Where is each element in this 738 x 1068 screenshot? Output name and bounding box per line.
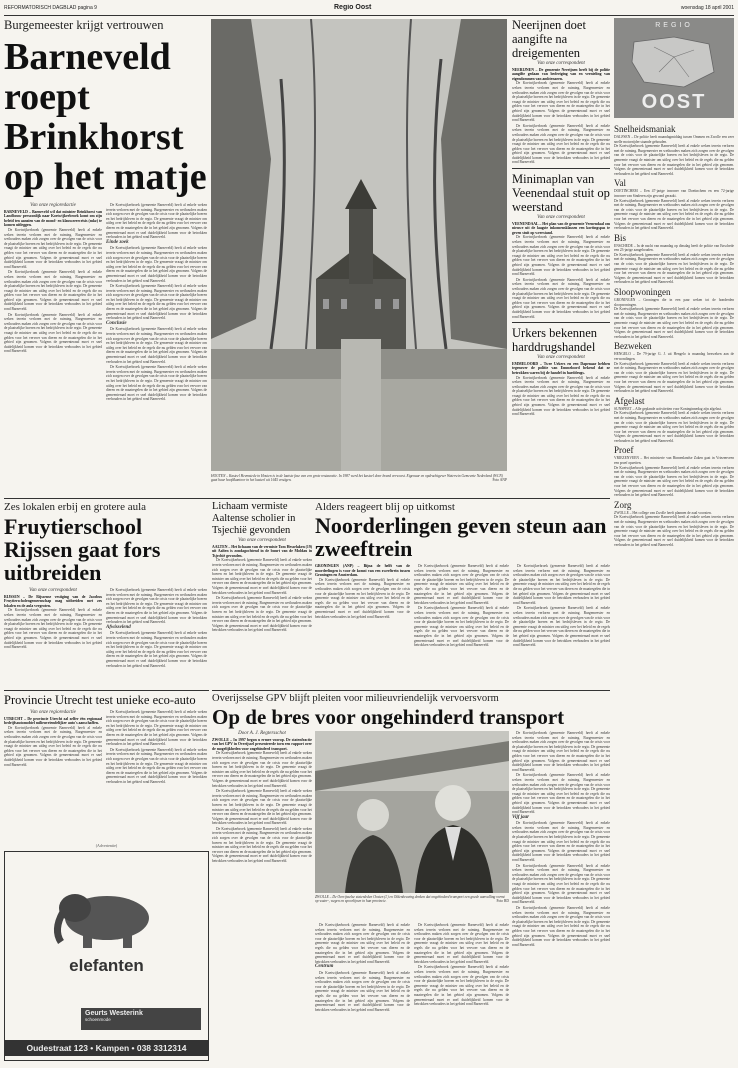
main-body-3: De Koetwijkerbroek (gemeente Barneveld) heeft al enkele weken terrein verloren met de ruiming. Burgemeester en wethouders maken zich zorgen over de gevolgen van de crisis voor de plaatselijke boeren en het bedrijfsleven in de regio. De gemeente vraagt de minister om uitleg over het beleid en de regels die nu gelden voor het vervoer van dieren en de maatregelen die in het gebied zijn genomen. Volgens de gemeenteraad moet er snel duidelijkheid komen voor de betrokken veehouders in het gebied rond Barneveld. (4, 312, 102, 354)
map-icon (614, 32, 734, 92)
sidebar-item (614, 341, 734, 393)
sidebar-item-text: HENGELO – De 79-jarige G. J. uit Hengelo is maandag bezweken aan de verwondingen. (614, 352, 734, 361)
minimaplan-body-2: De Koetwijkerbroek (gemeente Barneveld) heeft al enkele weken terrein verloren met de ruiming. Burgemeester en wethouders maken zich zorgen over de gevolgen van de crisis voor de plaatselijke boeren en het bedrijfsleven in de regio. De gemeente vraagt de minister om uitleg over het beleid en de regels die nu gelden voor het vervoer van dieren en de maatregelen die in het gebied zijn genomen. Volgens de gemeenteraad moet er snel duidelijkheid komen voor de betrokken veehouders in het gebied rond Barneveld. (512, 277, 610, 319)
sidebar-item-title: Afgelast (614, 395, 645, 406)
fruytier-col-2 (106, 588, 207, 669)
sidebar-item-title: Bezweken (614, 341, 652, 352)
regio-oost-banner (614, 18, 734, 118)
gpv-article (212, 693, 610, 1063)
gpv-caption (315, 895, 509, 904)
gpv-col-2 (315, 923, 410, 1013)
gpv-rule (212, 690, 610, 691)
header-rule (4, 15, 734, 16)
header-date: woensdag 18 april 2001 (680, 5, 734, 11)
main-intertitle-1: Einde zoek (106, 239, 129, 245)
castle-caption (211, 474, 507, 496)
sidebar-item (614, 445, 734, 497)
main-body-1: De Koetwijkerbroek (gemeente Barneveld) heeft al enkele weken terrein verloren met de ruiming. Burgemeester en wethouders maken zich zorgen over de gevolgen van de crisis voor de plaatselijke boeren en het bedrijfsleven in de regio. De gemeente vraagt de minister om uitleg over het beleid en de regels die nu gelden voor het vervoer van dieren en de maatregelen die in het gebied zijn genomen. Volgens de gemeenteraad moet er snel duidelijkheid komen voor de betrokken veehouders in het gebied rond Barneveld. (4, 227, 102, 269)
gpv-caption-credit: Foto RD (496, 899, 509, 904)
gpv-body-10: De Koetwijkerbroek (gemeente Barneveld) heeft al enkele weken terrein verloren met de ruiming. Burgemeester en wethouders maken zich zorgen over de gevolgen van de crisis voor de plaatselijke boeren en het bedrijfsleven in de regio. De gemeente vraagt de minister om uitleg over het beleid en de regels die nu gelden voor het vervoer van dieren en de maatregelen die in het gebied zijn genomen. Volgens de gemeenteraad moet er snel duidelijkheid komen voor de betrokken veehouders in het gebied rond Barneveld. (512, 821, 610, 863)
gpv-lead: ZWOLLE – In 1997 begon u ermee voorop. De statenfractie van het GPV in Overijssel presenteerde toen een rapport over de mogelijkheden voor ongehinderd transport. (212, 737, 312, 751)
sidebar-item (614, 396, 734, 444)
neerijnen-headline: Neerijnen doet aangifte na dreigementen (512, 18, 586, 60)
fruytier-byline: Van onze correspondent (29, 588, 77, 593)
provincie-lead: UTRECHT – De provincie Utrecht zal zelfer één regionaal bedrijfsautomobiel milieuvriendelijker auto's aanschaffen. (4, 716, 102, 726)
gpv-body-5: De Koetwijkerbroek (gemeente Barneveld) heeft al enkele weken terrein verloren met de ruiming. Burgemeester en wethouders maken zich zorgen over de gevolgen van de crisis voor de plaatselijke boeren en het bedrijfsleven in de regio. De gemeente vraagt de minister om uitleg over het beleid en de regels die nu gelden voor het vervoer van dieren en de maatregelen die in het gebied zijn genomen. Volgens de gemeenteraad moet er snel duidelijkheid komen voor de betrokken veehouders in het gebied rond Barneveld. (315, 970, 410, 1012)
sidebar-item-title: Val (614, 178, 626, 189)
right-news-column (512, 18, 610, 496)
sidebar-item (614, 178, 734, 230)
gpv-col-1 (212, 731, 312, 865)
alders-kicker: Alders reageert blij op uitkomst (315, 501, 455, 513)
sidebar-item (614, 233, 734, 285)
main-body-2: De Koetwijkerbroek (gemeente Barneveld) heeft al enkele weken terrein verloren met de ruiming. Burgemeester en wethouders maken zich zorgen over de gevolgen van de crisis voor de plaatselijke boeren en het bedrijfsleven in de regio. De gemeente vraagt de minister om uitleg over het beleid en de regels die nu gelden voor het vervoer van dieren en de maatregelen die in het gebied zijn genomen. Volgens de gemeenteraad moet er snel duidelijkheid komen voor de betrokken veehouders in het gebied rond Barneveld. (4, 270, 102, 312)
ad-shop: Geurts Westerink (85, 1010, 143, 1017)
neerijnen-body-1: De Koetwijkerbroek (gemeente Barneveld) heeft al enkele weken terrein verloren met de ruiming. Burgemeester en wethouders maken zich zorgen over de gevolgen van de crisis voor de plaatselijke boeren en het bedrijfsleven in de regio. De gemeente vraagt de minister om uitleg over het beleid en de regels die nu gelden voor het vervoer van dieren en de maatregelen die in het gebied zijn genomen. Volgens de gemeenteraad moet er snel duidelijkheid komen voor de betrokken veehouders in het gebied rond Barneveld. (512, 81, 610, 123)
header-newspaper: REFORMATORISCH DAGBLAD pagina 9 (4, 5, 97, 11)
header-section: Regio Oost (334, 4, 372, 11)
gpv-body-3: De Koetwijkerbroek (gemeente Barneveld) heeft al enkele weken terrein verloren met de ruiming. Burgemeester en wethouders maken zich zorgen over de gevolgen van de crisis voor de plaatselijke boeren en het bedrijfsleven in de regio. De gemeente vraagt de minister om uitleg over het beleid en de regels die nu gelden voor het vervoer van dieren en de maatregelen die in het gebied zijn genomen. Volgens de gemeenteraad moet er snel duidelijkheid komen voor de betrokken veehouders in het gebied rond Barneveld. (212, 826, 312, 864)
neerijnen-body-2: De Koetwijkerbroek (gemeente Barneveld) heeft al enkele weken terrein verloren met de ruiming. Burgemeester en wethouders maken zich zorgen over de gevolgen van de crisis voor de plaatselijke boeren en het bedrijfsleven in de regio. De gemeente vraagt de minister om uitleg over het beleid en de regels die nu gelden voor het vervoer van dieren en de maatregelen die in het gebied zijn genomen. Volgens de gemeenteraad moet er snel duidelijkheid komen voor de betrokken veehouders in het gebied rond Barneveld. (512, 123, 610, 165)
lower-rule-left (4, 690, 209, 691)
lichaam-byline: Van onze correspondent (238, 538, 286, 543)
lichaam-headline: Lichaam vermiste Aaltense scholier in Tsjechië gevonden (212, 501, 296, 536)
main-lead: BARNEVELD – Barneveld wil dat minister Brinkhorst van Landbouw persoonlijk naar Koetwijkerbroek komt om zijn beleid ten aanzien van de mond- en klauwzeercrisis (mkz) te komen uitleggen. (4, 209, 102, 228)
alders-lead: GRONINGEN (ANP) – Bijna de helft van de noorderlingen is voor de komst van een zweeftrein tussen Groningen en Amsterdam. (315, 564, 410, 578)
right-rule-2 (512, 322, 610, 323)
right-rule-1 (512, 168, 610, 169)
fruytier-intertitle: Afwisselend (106, 624, 131, 630)
gpv-intertitle-2: Vijf jaar (512, 814, 530, 820)
sidebar-item-body: De Koetwijkerbroek (gemeente Barneveld) heeft al enkele weken terrein verloren met de ruiming. Burgemeester en wethouders maken zich zorgen over de gevolgen van de crisis voor de plaatselijke boeren en het bedrijfsleven in de regio. De gemeente vraagt de minister om uitleg over het beleid en de regels die nu gelden voor het vervoer van dieren en de maatregelen die in het gebied zijn genomen. Volgens de gemeenteraad moet er snel duidelijkheid komen voor de betrokken veehouders in het gebied rond Barneveld. (614, 361, 734, 394)
alders-body-1: De Koetwijkerbroek (gemeente Barneveld) heeft al enkele weken terrein verloren met de ruiming. Burgemeester en wethouders maken zich zorgen over de gevolgen van de crisis voor de plaatselijke boeren en het bedrijfsleven in de regio. De gemeente vraagt de minister om uitleg over het beleid en de regels die nu gelden voor het vervoer van dieren en de maatregelen die in het gebied zijn genomen. Volgens de gemeenteraad moet er snel duidelijkheid komen voor de betrokken veehouders in het gebied rond Barneveld. (315, 577, 410, 619)
alders-headline: Noorderlingen geven steun aan zweeftrein (315, 513, 607, 561)
sidebar-item-body: De Koetwijkerbroek (gemeente Barneveld) heeft al enkele weken terrein verloren met de ruiming. Burgemeester en wethouders maken zich zorgen over de gevolgen van de crisis voor de plaatselijke boeren en het bedrijfsleven in de regio. De gemeente vraagt de minister om uitleg over het beleid en de regels die nu gelden voor het vervoer van dieren en de maatregelen die in het gebied zijn genomen. Volgens de gemeenteraad moet er snel duidelijkheid komen voor de betrokken veehouders in het gebied rond Barneveld. (614, 465, 734, 498)
fruytier-body-1: De Koetwijkerbroek (gemeente Barneveld) heeft al enkele weken terrein verloren met de ruiming. Burgemeester en wethouders maken zich zorgen over de gevolgen van de crisis voor de plaatselijke boeren en het bedrijfsleven in de regio. De gemeente vraagt de minister om uitleg over het beleid en de regels die nu gelden voor het vervoer van dieren en de maatregelen die in het gebied zijn genomen. Volgens de gemeenteraad moet er snel duidelijkheid komen voor de betrokken veehouders in het gebied rond Barneveld. (4, 608, 102, 650)
gpv-headline: Op de bres voor ongehinderd transport (212, 705, 565, 729)
minimaplan-lead: VEENENDAAL – Het plan van de gemeente Veenendaal om nieuwe uit de laagste inkomensklassen een kortingspas te geven stuit op weerstand. (512, 221, 610, 235)
castle-illustration (211, 19, 507, 471)
sidebar-item-title: Proef (614, 445, 634, 456)
sidebar-item-body: De Koetwijkerbroek (gemeente Barneveld) heeft al enkele weken terrein verloren met de ruiming. Burgemeester en wethouders maken zich zorgen over de gevolgen van de crisis voor de plaatselijke boeren en het bedrijfsleven in de regio. De gemeente vraagt de minister om uitleg over het beleid en de regels die nu gelden voor het vervoer van dieren en de maatregelen die in het gebied zijn genomen. Volgens de gemeenteraad moet er snel duidelijkheid komen voor de betrokken veehouders in het gebied rond Barneveld. (614, 411, 734, 443)
sidebar-item (614, 124, 734, 176)
fruytier-body-3: De Koetwijkerbroek (gemeente Barneveld) heeft al enkele weken terrein verloren met de ruiming. Burgemeester en wethouders maken zich zorgen over de gevolgen van de crisis voor de plaatselijke boeren en het bedrijfsleven in de regio. De gemeente vraagt de minister om uitleg over het beleid en de regels die nu gelden voor het vervoer van dieren en de maatregelen die in het gebied zijn genomen. Volgens de gemeenteraad moet er snel duidelijkheid komen voor de betrokken veehouders in het gebied rond Barneveld. (106, 631, 207, 668)
sidebar-item-title: Snelheidsmaniak (614, 124, 676, 134)
neerijnen-lead: NEERIJNEN – De gemeente Neerijnen heeft bij de politie aangifte gedaan van bedreiging van en vernieling van eigendommen van ambtenaren. (512, 67, 610, 81)
sidebar-item-text: GRONINGEN – Groningen die in een paar weken tot de honderden sloopwoningen. (614, 298, 734, 307)
sidebar-item-text: SUNSPEET – Alle geplande activiteiten voor Koninginnedag zijn afgelast. (614, 406, 722, 411)
alders-col-3 (513, 564, 610, 649)
castle-caption-credit: Foto ANP (492, 478, 507, 483)
neerijnen-article (512, 62, 610, 165)
fruytier-headline: Fruytierschool Rijssen gaat fors uitbreiden (4, 514, 161, 585)
banner-top-label: REGIO (655, 22, 693, 29)
provincie-col-2 (106, 710, 207, 786)
main-intertitle-2: Conclusie (106, 320, 127, 326)
sidebar-item (614, 500, 734, 548)
lichaam-body-1: De Koetwijkerbroek (gemeente Barneveld) heeft al enkele weken terrein verloren met de ruiming. Burgemeester en wethouders maken zich zorgen over de gevolgen van de crisis voor de plaatselijke boeren en het bedrijfsleven in de regio. De gemeente vraagt de minister om uitleg over het beleid en de regels die nu gelden voor het vervoer van dieren en de maatregelen die in het gebied zijn genomen. Volgens de gemeenteraad moet er snel duidelijkheid komen voor de betrokken veehouders in het gebied rond Barneveld. (212, 558, 312, 595)
provincie-headline: Provincie Utrecht test unieke eco-auto (4, 693, 196, 707)
elephant-icon (47, 880, 167, 950)
provincie-col-1 (4, 710, 102, 786)
alders-col-1 (315, 564, 410, 649)
gpv-kicker: Overijsselse GPV blijft pleiten voor milieuvriendelijk vervoersvorm (212, 693, 499, 704)
gpv-body-2: De Koetwijkerbroek (gemeente Barneveld) heeft al enkele weken terrein verloren met de ruiming. Burgemeester en wethouders maken zich zorgen over de gevolgen van de crisis voor de plaatselijke boeren en het bedrijfsleven in de regio. De gemeente vraagt de minister om uitleg over het beleid en de regels die nu gelden voor het vervoer van dieren en de maatregelen die in het gebied zijn genomen. Volgens de gemeenteraad moet er snel duidelijkheid komen voor de betrokken veehouders in het gebied rond Barneveld. (212, 789, 312, 826)
sidebar-item-title: Bis (614, 232, 627, 243)
main-headline: Barneveld roept Brinkhorst op het matje (4, 36, 207, 198)
sidebar-item-body: De Koetwijkerbroek (gemeente Barneveld) heeft al enkele weken terrein verloren met de ruiming. Burgemeester en wethouders maken zich zorgen over de gevolgen van de crisis voor de plaatselijke boeren en het bedrijfsleven in de regio. De gemeente vraagt de minister om uitleg over het beleid en de regels die nu gelden voor het vervoer van dieren en de maatregelen die in het gebied zijn genomen. Volgens de gemeenteraad moet er snel duidelijkheid komen voor de betrokken veehouders in het gebied rond Barneveld. (614, 252, 734, 285)
minimaplan-headline: Minimaplan van Veenendaal stuit op weerstand (512, 172, 610, 215)
gpv-intertitle-1: Centrum (315, 964, 334, 970)
gpv-body-6: De Koetwijkerbroek (gemeente Barneveld) heeft al enkele weken terrein verloren met de ruiming. Burgemeester en wethouders maken zich zorgen over de gevolgen van de crisis voor de plaatselijke boeren en het bedrijfsleven in de regio. De gemeente vraagt de minister om uitleg over het beleid en de regels die nu gelden voor het vervoer van dieren en de maatregelen die in het gebied zijn genomen. Volgens de gemeenteraad moet er snel duidelijkheid komen voor de betrokken veehouders in het gebied rond Barneveld. (414, 923, 509, 964)
alders-body-2: De Koetwijkerbroek (gemeente Barneveld) heeft al enkele weken terrein verloren met de ruiming. Burgemeester en wethouders maken zich zorgen over de gevolgen van de crisis voor de plaatselijke boeren en het bedrijfsleven in de regio. De gemeente vraagt de minister om uitleg over het beleid en de regels die nu gelden voor het vervoer van dieren en de maatregelen die in het gebied zijn genomen. Volgens de gemeenteraad moet er snel duidelijkheid komen voor de betrokken veehouders in het gebied rond Barneveld. (414, 564, 509, 605)
fruytier-body-2: De Koetwijkerbroek (gemeente Barneveld) heeft al enkele weken terrein verloren met de ruiming. Burgemeester en wethouders maken zich zorgen over de gevolgen van de crisis voor de plaatselijke boeren en het bedrijfsleven in de regio. De gemeente vraagt de minister om uitleg over het beleid en de regels die nu gelden voor het vervoer van dieren en de maatregelen die in het gebied zijn genomen. Volgens de gemeenteraad moet er snel duidelijkheid komen voor de betrokken veehouders in het gebied rond Barneveld. (106, 588, 207, 625)
ad-shop-sub: schoenmode (85, 1017, 111, 1022)
ad-brand: elefanten (69, 956, 144, 975)
main-col-1 (4, 203, 102, 403)
castle-photo (211, 19, 507, 471)
main-body-5: De Koetwijkerbroek (gemeente Barneveld) heeft al enkele weken terrein verloren met de ruiming. Burgemeester en wethouders maken zich zorgen over de gevolgen van de crisis voor de plaatselijke boeren en het bedrijfsleven in de regio. De gemeente vraagt de minister om uitleg over het beleid en de regels die nu gelden voor het vervoer van dieren en de maatregelen die in het gebied zijn genomen. Volgens de gemeenteraad moet er snel duidelijkheid komen voor de betrokken veehouders in het gebied rond Barneveld. (106, 246, 207, 283)
gpv-caption-text: ZWOLLE – De Overijsselse statenleden Oosten (l.) en Oldenbeuving denken dat ongehinderd transport een goede aanvulling vormt op water-, wegen en spoorlijnen in hun provincie. (315, 895, 505, 904)
urkers-article (512, 356, 610, 417)
gpv-col-4 (512, 731, 610, 948)
fruytier-article (4, 501, 209, 687)
main-article (4, 18, 209, 496)
sidebar-item-text: DOETINCHEM – Een 47-jarige inwoner van Doetinchem en een 72-jarige inwoner van Sinderen zijn gewond geraakt. (614, 189, 734, 198)
lichaam-article (212, 501, 312, 687)
gpv-body-4: De Koetwijkerbroek (gemeente Barneveld) heeft al enkele weken terrein verloren met de ruiming. Burgemeester en wethouders maken zich zorgen over de gevolgen van de crisis voor de plaatselijke boeren en het bedrijfsleven in de regio. De gemeente vraagt de minister om uitleg over het beleid en de regels die nu gelden voor het vervoer van dieren en de maatregelen die in het gebied zijn genomen. Volgens de gemeenteraad moet er snel duidelijkheid komen voor de betrokken veehouders in het gebied rond Barneveld. (315, 923, 410, 964)
sidebar-item-body: De Koetwijkerbroek (gemeente Barneveld) heeft al enkele weken terrein verloren met de ruiming. Burgemeester en wethouders maken zich zorgen over de gevolgen van de crisis voor de plaatselijke boeren en het bedrijfsleven in de regio. De gemeente vraagt de minister om uitleg over het beleid en de regels die nu gelden voor het vervoer van dieren en de maatregelen die in het gebied zijn genomen. Volgens de gemeenteraad moet er snel duidelijkheid komen voor de betrokken veehouders in het gebied rond Barneveld. (614, 144, 734, 176)
gpv-body-8: De Koetwijkerbroek (gemeente Barneveld) heeft al enkele weken terrein verloren met de ruiming. Burgemeester en wethouders maken zich zorgen over de gevolgen van de crisis voor de plaatselijke boeren en het bedrijfsleven in de regio. De gemeente vraagt de minister om uitleg over het beleid en de regels die nu gelden voor het vervoer van dieren en de maatregelen die in het gebied zijn genomen. Volgens de gemeenteraad moet er snel duidelijkheid komen voor de betrokken veehouders in het gebied rond Barneveld. (512, 731, 610, 772)
gpv-body-9: De Koetwijkerbroek (gemeente Barneveld) heeft al enkele weken terrein verloren met de ruiming. Burgemeester en wethouders maken zich zorgen over de gevolgen van de crisis voor de plaatselijke boeren en het bedrijfsleven in de regio. De gemeente vraagt de minister om uitleg over het beleid en de regels die nu gelden voor het vervoer van dieren en de maatregelen die in het gebied zijn genomen. Volgens de gemeenteraad moet er snel duidelijkheid komen voor de betrokken veehouders in het gebied rond Barneveld. (512, 773, 610, 815)
lichaam-body (212, 539, 312, 633)
main-body-7: De Koetwijkerbroek (gemeente Barneveld) heeft al enkele weken terrein verloren met de ruiming. Burgemeester en wethouders maken zich zorgen over de gevolgen van de crisis voor de plaatselijke boeren en het bedrijfsleven in de regio. De gemeente vraagt de minister om uitleg over het beleid en de regels die nu gelden voor het vervoer van dieren en de maatregelen die in het gebied zijn genomen. Volgens de gemeenteraad moet er snel duidelijkheid komen voor de betrokken veehouders in het gebied rond Barneveld. (106, 327, 207, 364)
alders-col-2 (414, 564, 509, 649)
main-body-8: De Koetwijkerbroek (gemeente Barneveld) heeft al enkele weken terrein verloren met de ruiming. Burgemeester en wethouders maken zich zorgen over de gevolgen van de crisis voor de plaatselijke boeren en het bedrijfsleven in de regio. De gemeente vraagt de minister om uitleg over het beleid en de regels die nu gelden voor het vervoer van dieren en de maatregelen die in het gebied zijn genomen. Volgens de gemeenteraad moet er snel duidelijkheid komen voor de betrokken veehouders in het gebied rond Barneveld. (106, 365, 207, 402)
gpv-byline: Door A. J. Regtersschot (238, 731, 286, 736)
ad-label: (Advertentie) (95, 843, 118, 848)
middle-rule (4, 498, 610, 499)
banner-bottom-label: OOST (641, 91, 707, 113)
sidebar-item-title: Zorg (614, 499, 632, 510)
sidebar-item (614, 287, 734, 339)
provincie-byline: Van onze regioredactie (30, 710, 76, 715)
lichaam-lead: AALTEN – Het lichaam van de vermiste Tom Hesselaken (19) uit Aalten is zondagochtend in de buurt van de Moldau in Tsjechië gevonden. (212, 544, 312, 558)
main-col-2 (106, 203, 207, 403)
fruytier-col-1 (4, 588, 102, 669)
gpv-illustration (315, 731, 509, 893)
neerijnen-byline: Van onze correspondent (537, 61, 585, 66)
sidebar-item-body: De Koetwijkerbroek (gemeente Barneveld) heeft al enkele weken terrein verloren met de ruiming. Burgemeester en wethouders maken zich zorgen over de gevolgen van de crisis voor de plaatselijke boeren en het bedrijfsleven in de regio. De gemeente vraagt de minister om uitleg over het beleid en de regels die nu gelden voor het vervoer van dieren en de maatregelen die in het gebied zijn genomen. Volgens de gemeenteraad moet er snel duidelijkheid komen voor de betrokken veehouders in het gebied rond Barneveld. (614, 198, 734, 231)
urkers-byline: Van onze correspondent (537, 355, 585, 361)
provincie-body-2: De Koetwijkerbroek (gemeente Barneveld) heeft al enkele weken terrein verloren met de ruiming. Burgemeester en wethouders maken zich zorgen over de gevolgen van de crisis voor de plaatselijke boeren en het bedrijfsleven in de regio. De gemeente vraagt de minister om uitleg over het beleid en de regels die nu gelden voor het vervoer van dieren en de maatregelen die in het gebied zijn genomen. Volgens de gemeenteraad moet er snel duidelijkheid komen voor de betrokken veehouders in het gebied rond Barneveld. (106, 710, 207, 747)
minimaplan-article (512, 216, 610, 319)
sidebar-item-body: De Koetwijkerbroek (gemeente Barneveld) heeft al enkele weken terrein verloren met de ruiming. Burgemeester en wethouders maken zich zorgen over de gevolgen van de crisis voor de plaatselijke boeren en het bedrijfsleven in de regio. De gemeente vraagt de minister om uitleg over het beleid en de regels die nu gelden voor het vervoer van dieren en de maatregelen die in het gebied zijn genomen. Volgens de gemeenteraad moet er snel duidelijkheid komen voor de betrokken veehouders in het gebied rond Barneveld. (614, 307, 734, 339)
provincie-body-3: De Koetwijkerbroek (gemeente Barneveld) heeft al enkele weken terrein verloren met de ruiming. Burgemeester en wethouders maken zich zorgen over de gevolgen van de crisis voor de plaatselijke boeren en het bedrijfsleven in de regio. De gemeente vraagt de minister om uitleg over het beleid en de regels die nu gelden voor het vervoer van dieren en de maatregelen die in het gebied zijn genomen. Volgens de gemeenteraad moet er snel duidelijkheid komen voor de betrokken veehouders in het gebied rond Barneveld. (106, 747, 207, 784)
advertisement (4, 843, 209, 1063)
sidebar-item-text: ZWOLLE – Het college van Zwolle heeft plannen de zaal voorzien. (614, 510, 712, 515)
main-kicker: Burgemeester krijgt vertrouwen (4, 18, 164, 32)
alders-body-4: De Koetwijkerbroek (gemeente Barneveld) heeft al enkele weken terrein verloren met de ruiming. Burgemeester en wethouders maken zich zorgen over de gevolgen van de crisis voor de plaatselijke boeren en het bedrijfsleven in de regio. De gemeente vraagt de minister om uitleg over het beleid en de regels die nu gelden voor het vervoer van dieren en de maatregelen die in het gebied zijn genomen. Volgens de gemeenteraad moet er snel duidelijkheid komen voor de betrokken veehouders in het gebied rond Barneveld. (513, 564, 610, 605)
castle-caption-text: HOUTEN – Kasteel Heemstede in Houten is in de laatste fase van een grote restauratie. In 1987 werd het kasteel door brand verwoest. Eigenaar en opdrachtgever Waterwin Gemeente Nederland (WCN) gaat haar hoofdkantoor in het kasteel uit 1645 vestigen. (211, 474, 504, 483)
sidebar-news (614, 122, 734, 1062)
sidebar-item-body: De Koetwijkerbroek (gemeente Barneveld) heeft al enkele weken terrein verloren met de ruiming. Burgemeester en wethouders maken zich zorgen over de gevolgen van de crisis voor de plaatselijke boeren en het bedrijfsleven in de regio. De gemeente vraagt de minister om uitleg over het beleid en de regels die nu gelden voor het vervoer van dieren en de maatregelen die in het gebied zijn genomen. Volgens de gemeenteraad moet er snel duidelijkheid komen voor de betrokken veehouders in het gebied rond Barneveld. (614, 515, 734, 547)
minimaplan-body-1: De Koetwijkerbroek (gemeente Barneveld) heeft al enkele weken terrein verloren met de ruiming. Burgemeester en wethouders maken zich zorgen over de gevolgen van de crisis voor de plaatselijke boeren en het bedrijfsleven in de regio. De gemeente vraagt de minister om uitleg over het beleid en de regels die nu gelden voor het vervoer van dieren en de maatregelen die in het gebied zijn genomen. Volgens de gemeenteraad moet er snel duidelijkheid komen voor de betrokken veehouders in het gebied rond Barneveld. (512, 235, 610, 277)
page-header (4, 4, 734, 14)
fruytier-lead: RIJSSEN – De Rijssense vestiging van de Jacobus Fruytierscholengemeenschap mag uitbreiden met zes lokalen en de aula vergroten. (4, 594, 102, 608)
sidebar-item-text: ENSCHEDE – In de nacht van maandag op dinsdag heeft de politie van Enschede een 23-jarige aangehouden. (614, 243, 734, 253)
gpv-body-1: De Koetwijkerbroek (gemeente Barneveld) heeft al enkele weken terrein verloren met de ruiming. Burgemeester en wethouders maken zich zorgen over de gevolgen van de crisis voor de plaatselijke boeren en het bedrijfsleven in de regio. De gemeente vraagt de minister om uitleg over het beleid en de regels die nu gelden voor het vervoer van dieren en de maatregelen die in het gebied zijn genomen. Volgens de gemeenteraad moet er snel duidelijkheid komen voor de betrokken veehouders in het gebied rond Barneveld. (212, 751, 312, 788)
gpv-col-3 (414, 923, 509, 1013)
alders-body-3: De Koetwijkerbroek (gemeente Barneveld) heeft al enkele weken terrein verloren met de ruiming. Burgemeester en wethouders maken zich zorgen over de gevolgen van de crisis voor de plaatselijke boeren en het bedrijfsleven in de regio. De gemeente vraagt de minister om uitleg over het beleid en de regels die nu gelden voor het vervoer van dieren en de maatregelen die in het gebied zijn genomen. Volgens de gemeenteraad moet er snel duidelijkheid komen voor de betrokken veehouders in het gebied rond Barneveld. (414, 606, 509, 648)
main-body-4: De Koetwijkerbroek (gemeente Barneveld) heeft al enkele weken terrein verloren met de ruiming. Burgemeester en wethouders maken zich zorgen over de gevolgen van de crisis voor de plaatselijke boeren en het bedrijfsleven in de regio. De gemeente vraagt de minister om uitleg over het beleid en de regels die nu gelden voor het vervoer van dieren en de maatregelen die in het gebied zijn genomen. Volgens de gemeenteraad moet er snel duidelijkheid komen voor de betrokken veehouders in het gebied rond Barneveld. (106, 203, 207, 240)
ad-shop-block (81, 1008, 201, 1030)
sidebar-item-text: DALFSEN – De politie heeft maandagmiddag tussen Ommen en Zwolle een zeer snelle motorrijder staande gehouden. (614, 135, 734, 144)
sidebar-item-text: VRIEZENVEEN – Het ministerie van Binnenlandse Zaken gaat in Vriezenveen een proef opzetten. (614, 456, 734, 466)
provincie-body-1: De Koetwijkerbroek (gemeente Barneveld) heeft al enkele weken terrein verloren met de ruiming. Burgemeester en wethouders maken zich zorgen over de gevolgen van de crisis voor de plaatselijke boeren en het bedrijfsleven in de regio. De gemeente vraagt de minister om uitleg over het beleid en de regels die nu gelden voor het vervoer van dieren en de maatregelen die in het gebied zijn genomen. Volgens de gemeenteraad moet er snel duidelijkheid komen voor de betrokken veehouders in het gebied rond Barneveld. (4, 725, 102, 767)
fruytier-kicker: Zes lokalen erbij en grotere aula (4, 501, 147, 513)
main-body-6: De Koetwijkerbroek (gemeente Barneveld) heeft al enkele weken terrein verloren met de ruiming. Burgemeester en wethouders maken zich zorgen over de gevolgen van de crisis voor de plaatselijke boeren en het bedrijfsleven in de regio. De gemeente vraagt de minister om uitleg over het beleid en de regels die nu gelden voor het vervoer van dieren en de maatregelen die in het gebied zijn genomen. Volgens de gemeenteraad moet er snel duidelijkheid komen voor de betrokken veehouders in het gebied rond Barneveld. (106, 284, 207, 321)
ad-address: Oudestraat 123 • Kampen • 038 3312314 (5, 1040, 208, 1056)
gpv-photo (315, 731, 509, 893)
provincie-article (4, 693, 209, 841)
lichaam-body-2: De Koetwijkerbroek (gemeente Barneveld) heeft al enkele weken terrein verloren met de ruiming. Burgemeester en wethouders maken zich zorgen over de gevolgen van de crisis voor de plaatselijke boeren en het bedrijfsleven in de regio. De gemeente vraagt de minister om uitleg over het beleid en de regels die nu gelden voor het vervoer van dieren en de maatregelen die in het gebied zijn genomen. Volgens de gemeenteraad moet er snel duidelijkheid komen voor de betrokken veehouders in het gebied rond Barneveld. (212, 596, 312, 633)
alders-article (315, 501, 610, 687)
gpv-body-11: De Koetwijkerbroek (gemeente Barneveld) heeft al enkele weken terrein verloren met de ruiming. Burgemeester en wethouders maken zich zorgen over de gevolgen van de crisis voor de plaatselijke boeren en het bedrijfsleven in de regio. De gemeente vraagt de minister om uitleg over het beleid en de regels die nu gelden voor het vervoer van dieren en de maatregelen die in het gebied zijn genomen. Volgens de gemeenteraad moet er snel duidelijkheid komen voor de betrokken veehouders in het gebied rond Barneveld. (512, 863, 610, 905)
alders-body-5: De Koetwijkerbroek (gemeente Barneveld) heeft al enkele weken terrein verloren met de ruiming. Burgemeester en wethouders maken zich zorgen over de gevolgen van de crisis voor de plaatselijke boeren en het bedrijfsleven in de regio. De gemeente vraagt de minister om uitleg over het beleid en de regels die nu gelden voor het vervoer van dieren en de maatregelen die in het gebied zijn genomen. Volgens de gemeenteraad moet er snel duidelijkheid komen voor de betrokken veehouders in het gebied rond Barneveld. (513, 606, 610, 648)
sidebar-item-title: Sloopwoningen (614, 287, 671, 298)
gpv-body-12: De Koetwijkerbroek (gemeente Barneveld) heeft al enkele weken terrein verloren met de ruiming. Burgemeester en wethouders maken zich zorgen over de gevolgen van de crisis voor de plaatselijke boeren en het bedrijfsleven in de regio. De gemeente vraagt de minister om uitleg over het beleid en de regels die nu gelden voor het vervoer van dieren en de maatregelen die in het gebied zijn genomen. Volgens de gemeenteraad moet er snel duidelijkheid komen voor de betrokken veehouders in het gebied rond Barneveld. (512, 905, 610, 947)
ad-box (4, 851, 209, 1061)
urkers-headline: Urkers bekennen harddrugshandel (512, 326, 598, 355)
urkers-lead: EMMELOORD – Twee Urkers en een Dapenaar hebben tegenover de politie van Emmeloord bekend dat ze betrokken waren bij de handel in harddrugs. (512, 361, 610, 375)
gpv-body-7: De Koetwijkerbroek (gemeente Barneveld) heeft al enkele weken terrein verloren met de ruiming. Burgemeester en wethouders maken zich zorgen over de gevolgen van de crisis voor de plaatselijke boeren en het bedrijfsleven in de regio. De gemeente vraagt de minister om uitleg over het beleid en de regels die nu gelden voor het vervoer van dieren en de maatregelen die in het gebied zijn genomen. Volgens de gemeenteraad moet er snel duidelijkheid komen voor de betrokken veehouders in het gebied rond Barneveld. (414, 965, 509, 1007)
urkers-body-1: De Koetwijkerbroek (gemeente Barneveld) heeft al enkele weken terrein verloren met de ruiming. Burgemeester en wethouders maken zich zorgen over de gevolgen van de crisis voor de plaatselijke boeren en het bedrijfsleven in de regio. De gemeente vraagt de minister om uitleg over het beleid en de regels die nu gelden voor het vervoer van dieren en de maatregelen die in het gebied zijn genomen. Volgens de gemeenteraad moet er snel duidelijkheid komen voor de betrokken veehouders in het gebied rond Barneveld. (512, 375, 610, 417)
main-byline: Van onze regioredactie (30, 203, 76, 208)
minimaplan-byline: Van onze correspondent (537, 215, 585, 221)
